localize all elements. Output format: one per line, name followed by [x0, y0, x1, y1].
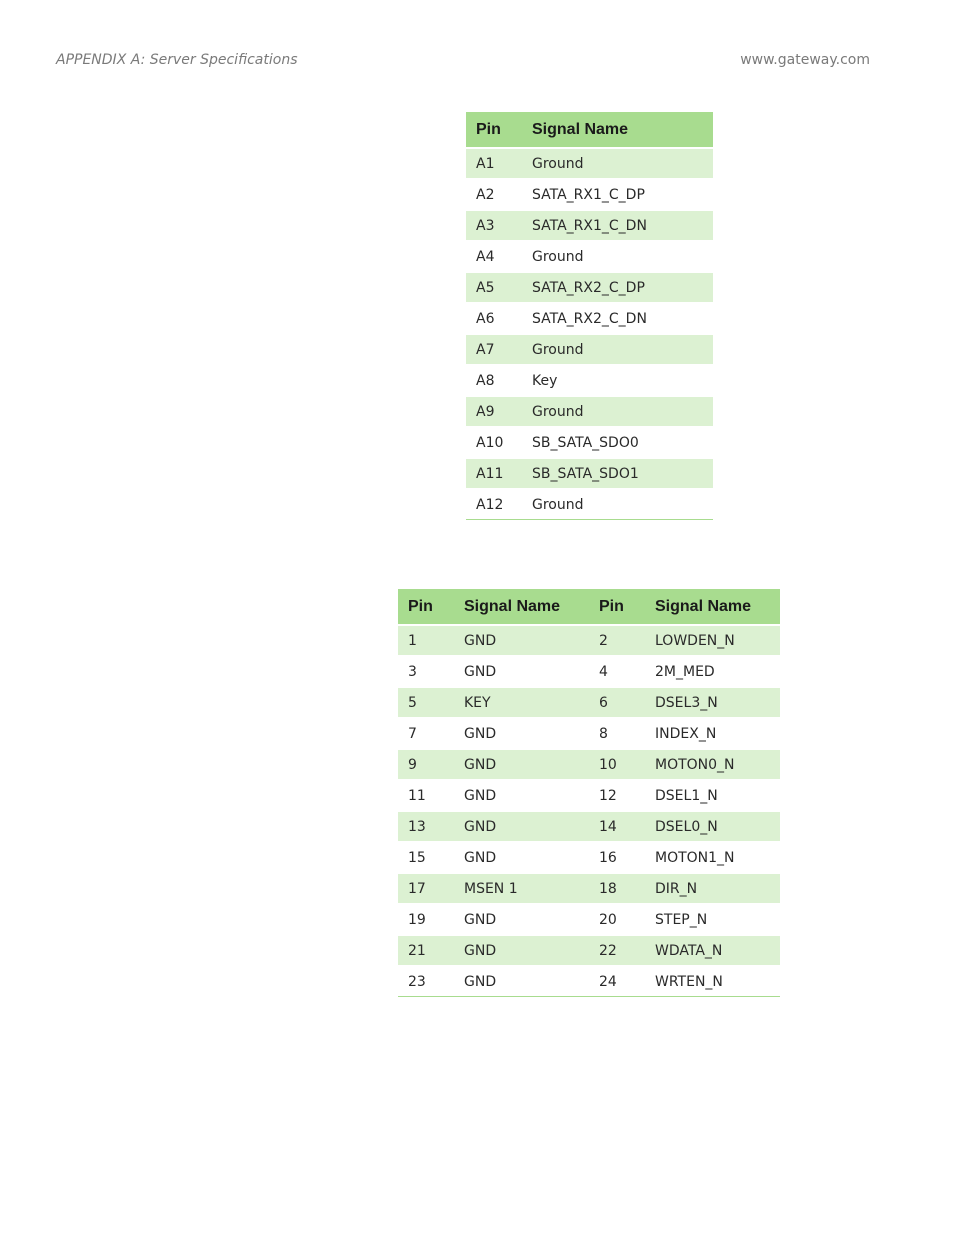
signal-name-cell: SB_SATA_SDO0: [522, 427, 713, 458]
table-row: [466, 458, 713, 489]
pin-cell: 9: [398, 749, 454, 780]
running-header-url: www.gateway.com: [740, 52, 870, 68]
table-row: [398, 935, 780, 966]
signal-name-cell: 2M_MED: [645, 656, 780, 687]
table-row: [466, 241, 713, 272]
signal-name-cell: Ground: [522, 148, 713, 179]
table-row: [466, 179, 713, 210]
pin-cell: A9: [466, 396, 522, 427]
table-row: [466, 210, 713, 241]
table-row: [398, 687, 780, 718]
pin-cell: 3: [398, 656, 454, 687]
table-row: [398, 811, 780, 842]
sata-pin-table: [466, 112, 713, 520]
signal-name-cell: Ground: [522, 334, 713, 365]
signal-name-cell: DIR_N: [645, 873, 780, 904]
pin-cell: 16: [589, 842, 645, 873]
column-header-signal-name: Signal Name: [645, 589, 780, 625]
pin-cell: 20: [589, 904, 645, 935]
table-row: [466, 489, 713, 520]
table-row: [398, 749, 780, 780]
signal-name-cell: GND: [454, 656, 589, 687]
table-row: [466, 272, 713, 303]
pin-cell: 24: [589, 966, 645, 997]
table-row: [466, 148, 713, 179]
pin-cell: A4: [466, 241, 522, 272]
signal-name-cell: INDEX_N: [645, 718, 780, 749]
signal-name-cell: STEP_N: [645, 904, 780, 935]
signal-name-cell: Key: [522, 365, 713, 396]
signal-name-cell: MOTON0_N: [645, 749, 780, 780]
signal-name-cell: GND: [454, 718, 589, 749]
signal-name-cell: GND: [454, 625, 589, 656]
signal-name-cell: GND: [454, 749, 589, 780]
running-header-title: APPENDIX A: Server Specifications: [56, 52, 298, 68]
table-row: [398, 718, 780, 749]
signal-name-cell: GND: [454, 780, 589, 811]
pin-cell: A11: [466, 458, 522, 489]
signal-name-cell: GND: [454, 904, 589, 935]
column-header-pin: Pin: [589, 589, 645, 625]
pin-cell: A12: [466, 489, 522, 520]
table-row: [398, 842, 780, 873]
pin-cell: 7: [398, 718, 454, 749]
table-row: [466, 303, 713, 334]
signal-name-cell: Ground: [522, 489, 713, 520]
pin-cell: A5: [466, 272, 522, 303]
pin-cell: A8: [466, 365, 522, 396]
signal-name-cell: WDATA_N: [645, 935, 780, 966]
table-row: [466, 427, 713, 458]
pin-cell: A7: [466, 334, 522, 365]
pin-cell: 19: [398, 904, 454, 935]
signal-name-cell: SATA_RX1_C_DP: [522, 179, 713, 210]
floppy-pin-table: [398, 589, 780, 997]
pin-cell: 14: [589, 811, 645, 842]
signal-name-cell: SATA_RX2_C_DN: [522, 303, 713, 334]
signal-name-cell: MSEN 1: [454, 873, 589, 904]
signal-name-cell: Ground: [522, 396, 713, 427]
pin-cell: 15: [398, 842, 454, 873]
table-row: [398, 780, 780, 811]
signal-name-cell: GND: [454, 842, 589, 873]
pin-cell: A2: [466, 179, 522, 210]
pin-cell: 5: [398, 687, 454, 718]
signal-name-cell: GND: [454, 966, 589, 997]
table-row: [466, 396, 713, 427]
table-row: [398, 873, 780, 904]
table-row: [466, 365, 713, 396]
signal-name-cell: MOTON1_N: [645, 842, 780, 873]
pin-cell: 12: [589, 780, 645, 811]
signal-name-cell: DSEL0_N: [645, 811, 780, 842]
signal-name-cell: DSEL3_N: [645, 687, 780, 718]
table-header-row: [398, 589, 780, 625]
signal-name-cell: KEY: [454, 687, 589, 718]
pin-cell: A6: [466, 303, 522, 334]
pin-cell: 8: [589, 718, 645, 749]
pin-cell: 18: [589, 873, 645, 904]
pin-cell: A1: [466, 148, 522, 179]
pin-cell: 1: [398, 625, 454, 656]
column-header-signal-name: Signal Name: [522, 112, 713, 148]
pin-cell: 17: [398, 873, 454, 904]
signal-name-cell: LOWDEN_N: [645, 625, 780, 656]
signal-name-cell: GND: [454, 811, 589, 842]
table-row: [398, 656, 780, 687]
signal-name-cell: SB_SATA_SDO1: [522, 458, 713, 489]
pin-cell: A10: [466, 427, 522, 458]
column-header-signal-name: Signal Name: [454, 589, 589, 625]
pin-cell: 22: [589, 935, 645, 966]
pin-cell: 10: [589, 749, 645, 780]
pin-cell: 2: [589, 625, 645, 656]
table-row: [398, 625, 780, 656]
signal-name-cell: DSEL1_N: [645, 780, 780, 811]
column-header-pin: Pin: [466, 112, 522, 148]
table-row: [398, 966, 780, 997]
pin-cell: 4: [589, 656, 645, 687]
signal-name-cell: SATA_RX1_C_DN: [522, 210, 713, 241]
pin-cell: A3: [466, 210, 522, 241]
pin-cell: 11: [398, 780, 454, 811]
table-row: [466, 334, 713, 365]
pin-cell: 23: [398, 966, 454, 997]
pin-cell: 6: [589, 687, 645, 718]
column-header-pin: Pin: [398, 589, 454, 625]
signal-name-cell: SATA_RX2_C_DP: [522, 272, 713, 303]
table-row: [398, 904, 780, 935]
signal-name-cell: WRTEN_N: [645, 966, 780, 997]
pin-cell: 21: [398, 935, 454, 966]
signal-name-cell: GND: [454, 935, 589, 966]
table-header-row: [466, 112, 713, 148]
signal-name-cell: Ground: [522, 241, 713, 272]
pin-cell: 13: [398, 811, 454, 842]
